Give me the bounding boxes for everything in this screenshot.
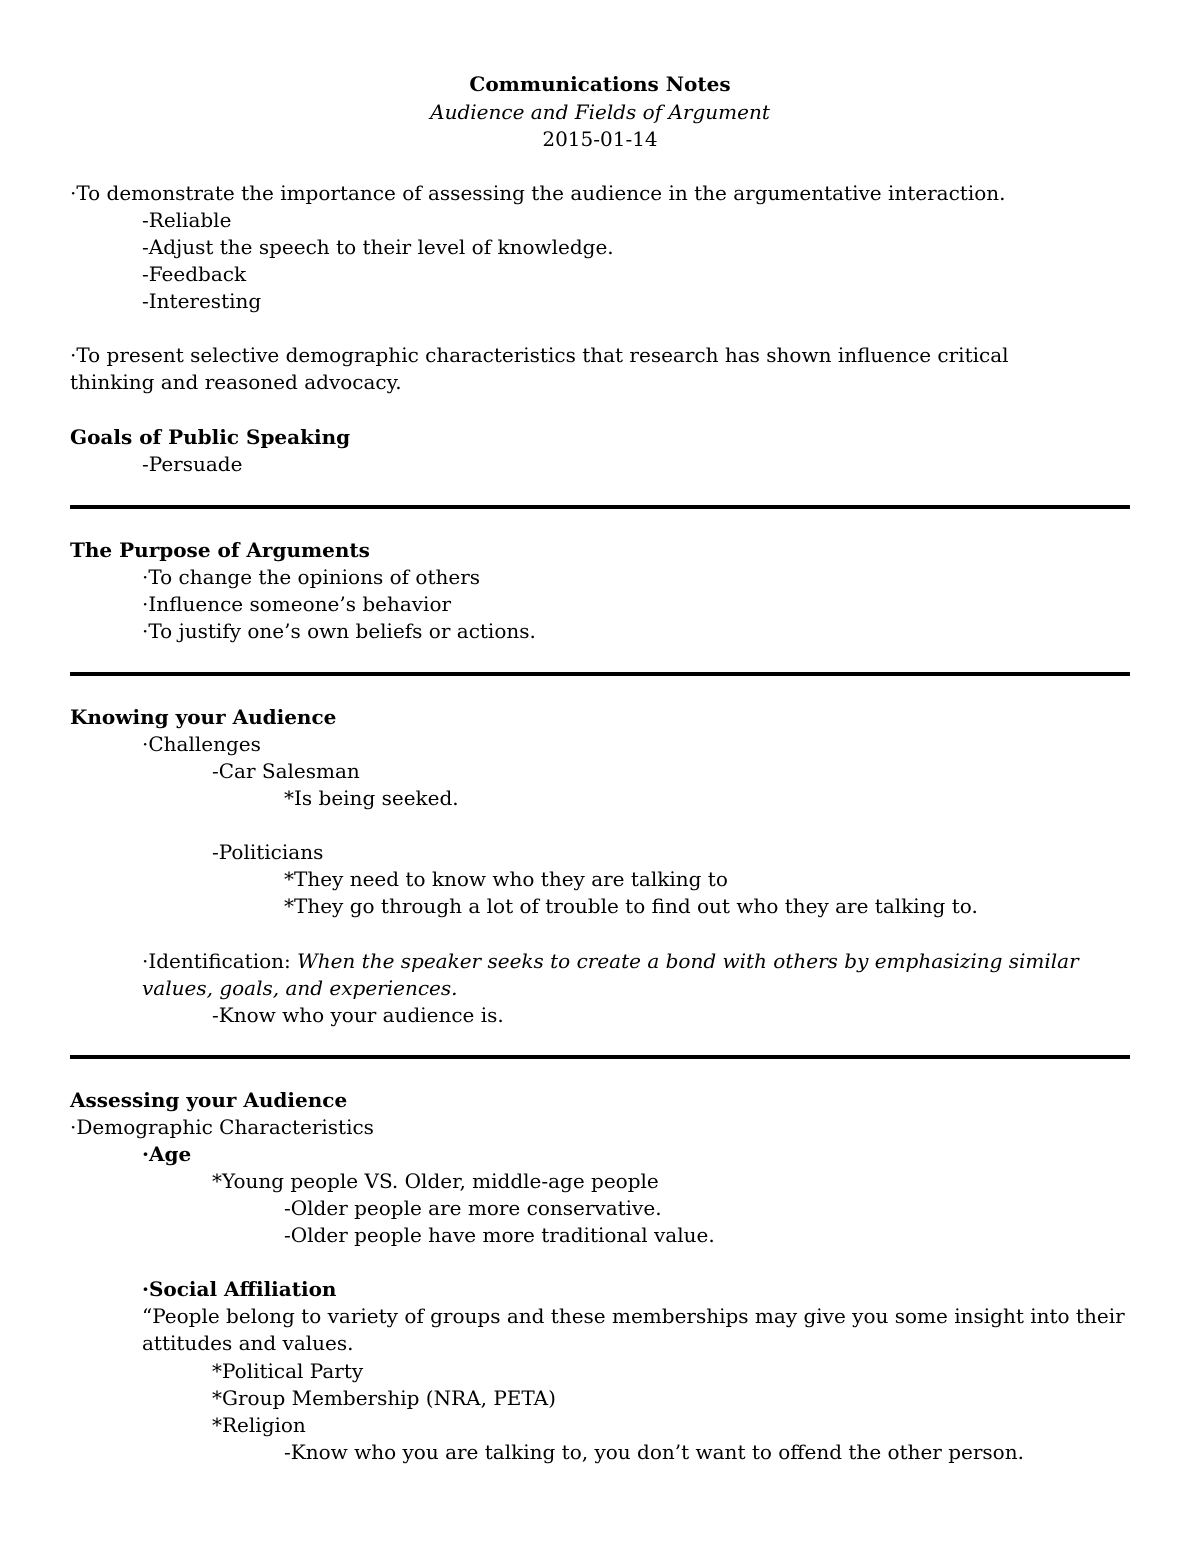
objective-1: ·To demonstrate the importance of assessing the audience in the argumentative interaction. [70,181,1006,205]
social-item: *Political Party [212,1359,364,1383]
assessing-heading: Assessing your Audience [70,1088,348,1112]
identification-paragraph [70,948,1142,1002]
social-affiliation-heading: ·Social Affiliation [142,1277,337,1301]
knowing-heading: Knowing your Audience [70,705,337,729]
social-affiliation-quote: “People belong to variety of groups and these memberships may give you some insight into their attitudes and values. [142,1304,1125,1355]
document-title: Communications Notes [469,72,731,96]
document-header [0,71,1200,154]
document-subtitle: Audience and Fields of Argument [430,99,770,124]
social-items-block [70,1358,1130,1466]
identification-note: -Know who your audience is. [212,1003,504,1027]
goals-heading: Goals of Public Speaking [70,425,351,449]
social-item: *Religion [212,1413,306,1437]
purpose-heading: The Purpose of Arguments [70,538,370,562]
assessing-section [70,1087,1130,1249]
purpose-section [70,537,1130,645]
objective-1-item: -Reliable [142,208,232,232]
objective-2: ·To present selective demographic characteristics that research has shown influence critical thinking and reasoned advocacy. [70,343,1009,394]
section-divider [70,672,1130,676]
age-heading: ·Age [142,1142,192,1166]
identification-definition: When the speaker seeks to create a bond with others by emphasizing similar values, goals, and experiences. [142,949,1079,1000]
purpose-item: ·Influence someone’s behavior [142,592,452,616]
politicians-block [70,839,1130,920]
identification-note-block [70,1002,1130,1029]
goals-section [70,424,1130,478]
politicians-note: *They go through a lot of trouble to find out who they are talking to. [284,894,978,918]
social-note: -Know who you are talking to, you don’t want to offend the other person. [284,1440,1024,1464]
politicians-item: -Politicians [212,840,324,864]
social-item: *Group Membership (NRA, PETA) [212,1386,556,1410]
knowing-section [70,704,1130,812]
goals-item: -Persuade [142,452,243,476]
purpose-item: ·To change the opinions of others [142,565,481,589]
challenges-label: ·Challenges [142,732,261,756]
age-subitem: -Older people are more conservative. [284,1196,662,1220]
section-divider [70,505,1130,509]
age-note: *Young people VS. Older, middle-age people [212,1169,659,1193]
car-salesman-item: -Car Salesman [212,759,360,783]
age-subitem: -Older people have more traditional value. [284,1223,715,1247]
social-heading-block [70,1276,1130,1303]
document-date: 2015-01-14 [542,127,658,151]
identification-label: ·Identification: [142,949,298,973]
objective-1-item: -Interesting [142,289,262,313]
car-salesman-note: *Is being seeked. [284,786,459,810]
demographic-label: ·Demographic Characteristics [70,1115,374,1139]
politicians-note: *They need to know who they are talking to [284,867,728,891]
objective-1-item: -Adjust the speech to their level of knowledge. [142,235,614,259]
section-divider [70,1055,1130,1059]
objective-1-item: -Feedback [142,262,247,286]
purpose-item: ·To justify one’s own beliefs or actions. [142,619,536,643]
objectives-section [70,180,1130,315]
